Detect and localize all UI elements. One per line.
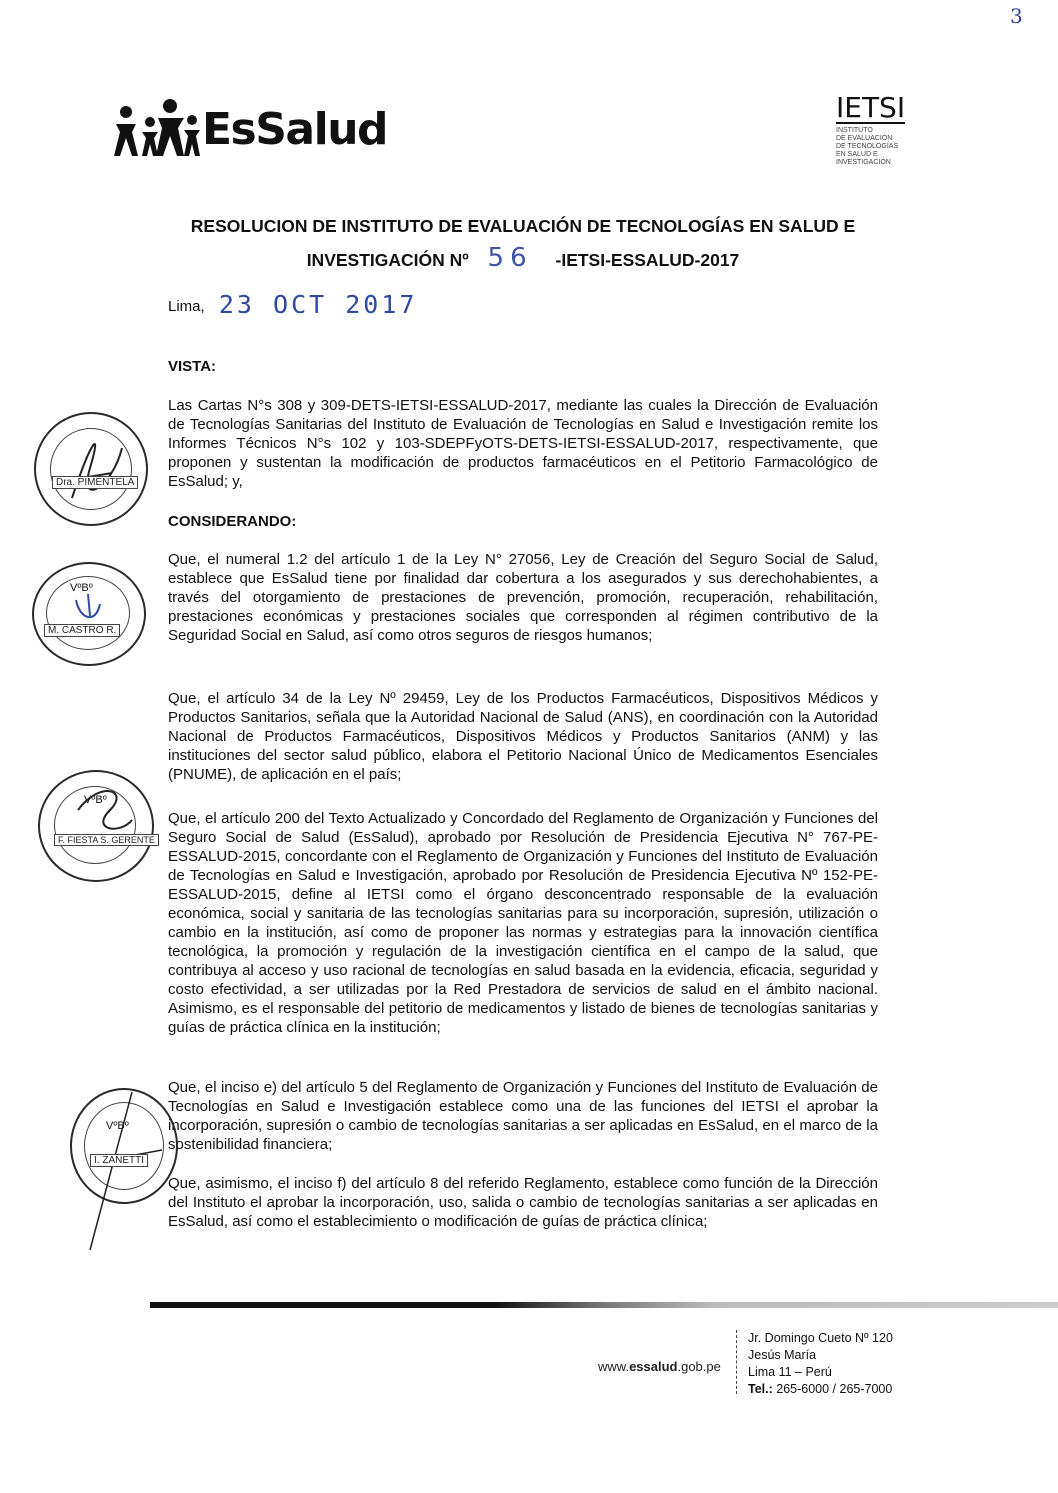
ietsi-logo: [836, 91, 916, 166]
seal-vobo: VºBº: [70, 582, 93, 594]
seal-name: M. CASTRO R.: [44, 624, 120, 637]
seal-name: I. ZANETTI: [90, 1154, 148, 1167]
footer-website[interactable]: www.essalud.gob.pe: [598, 1359, 721, 1374]
seal-name: Dra. PIMENTELA: [52, 476, 138, 489]
seal-name: F. FIESTA S. GERENTE: [54, 834, 159, 846]
date-line: [168, 290, 417, 319]
date-label: Lima,: [168, 298, 205, 315]
approval-seal: [34, 412, 148, 526]
considerando-paragraph: Que, el inciso e) del artículo 5 del Reglamento de Organización y Funciones del Instituto de Evaluación de Tecnologías en Salud e Investigación establece como una de las funciones del IETSI el aprobar la incorporación, supresión o cambio de tecnologías sanitarias a ser aplicadas en EsSalud, en el marco de la sostenibilidad financiera;: [168, 1079, 878, 1153]
address-line: Lima 11 – Perú: [748, 1365, 832, 1379]
signature-mark: [70, 590, 110, 626]
title-line-2: [150, 242, 896, 276]
signature-mark: [62, 428, 132, 508]
title-prefix: INVESTIGACIÓN Nº: [306, 250, 469, 270]
considerando-heading: CONSIDERANDO:: [168, 513, 297, 530]
ietsi-subtitle: INSTITUTO DE EVALUACIÓN DE TECNOLOGÍAS EN SALUD E INVESTIGACIÓN: [836, 127, 899, 166]
family-icon: [112, 98, 202, 160]
footer-divider: [150, 1302, 1058, 1308]
considerando-paragraph: Que, el numeral 1.2 del artículo 1 de la Ley N° 27056, Ley de Creación del Seguro Social de Salud, establece que EsSalud tiene por finalidad dar cobertura a los asegurados y sus derechohabientes, a través del otorgamiento de prestaciones de prevención, promoción, recuperación, rehabilitación, prestaciones económicas y prestaciones sociales que corresponden al régimen contributivo de la Seguridad Social en Salud, así como otros seguros de riesgos humanos;: [168, 551, 878, 644]
resolution-title: [150, 210, 896, 276]
vista-text: Las Cartas N°s 308 y 309-DETS-IETSI-ESSALUD-2017, mediante las cuales la Dirección de Evaluación de Tecnologías Sanitarias del Instituto de Evaluación de Tecnologías en Salud e Investigación remite los Informes Técnicos N°s 102 y 103-SDEPFyOTS-DETS-IETSI-ESSALUD-2017, respectivamente, que proponen y sustentan la modificación de productos farmacéuticos en el Petitorio Farmacológico de EsSalud; y,: [168, 397, 878, 490]
considerando-paragraph: Que, el artículo 200 del Texto Actualizado y Concordado del Reglamento de Organización y Funciones del Seguro Social de Salud (EsSalud), aprobado por Resolución de Presidencia Ejecutiva N° 767-PE-ESSALUD-2015, concordante con el Reglamento de Organización y Funciones del Instituto de Evaluación de Tecnologías en Salud e Investigación, aprobado por Resolución de Presidencia Ejecutiva Nº 152-PE-ESSALUD-2015, define al IETSI como el órgano desconcentrado responsable de la evaluación económica, social y sanitaria de las tecnologías sanitarias para su incorporación, supresión, utilización o cambio en la institución, así como de proponer las normas y estrategias para la innovación científica tecnológica, la promoción y regulación de la investigación científica en el campo de la salud, que contribuya al acceso y uso racional de tecnologías en salud basada en la evidencia, eficacia, seguridad y costo efectividad, a ser utilizadas por la Red Prestadora de servicios de salud en el ámbito nacional. Asimismo, es el responsable del petitorio de medicamentos y listado de bienes de tecnologías sanitarias y guías de práctica clínica en la institución;: [168, 810, 878, 1036]
signature-mark: [70, 780, 140, 840]
seal-vobo: VºBº: [106, 1120, 129, 1132]
vista-heading: VISTA:: [168, 358, 217, 375]
signature-mark: [72, 1090, 176, 1270]
title-suffix: -IETSI-ESSALUD-2017: [555, 250, 740, 270]
footer-separator: [736, 1330, 737, 1394]
approval-seal: [38, 770, 154, 882]
address-line: Jesús María: [748, 1348, 817, 1362]
ietsi-wordmark: IETSI: [836, 91, 906, 124]
seal-vobo: VºBº: [84, 794, 107, 806]
considerando-paragraph: Que, el artículo 34 de la Ley Nº 29459, Ley de los Productos Farmacéuticos, Dispositivos Médicos y Productos Sanitarios, señala que la Autoridad Nacional de Salud (ANS), en coordinación con la Autoridad Nacional de Productos Farmacéuticos, Dispositivos Médicos y Productos Sanitarios (ANM) y las instituciones del sector salud público, elabora el Petitorio Nacional Único de Medicamentos Esenciales (PNUME), de aplicación en el país;: [168, 690, 878, 783]
page-number: 3: [1010, 4, 1023, 28]
considerando-paragraph: Que, asimismo, el inciso f) del artículo 8 del referido Reglamento, establece como función de la Dirección del Instituto el aprobar la incorporación, uso, salida o cambio de tecnologías sanitarias a ser aplicadas en EsSalud, así como el establecimiento o modificación de guías de práctica clínica;: [168, 1175, 878, 1230]
address-line: Jr. Domingo Cueto Nº 120: [748, 1331, 893, 1345]
brand-name: EsSalud: [202, 104, 388, 155]
phone-line: Tel.: 265-6000 / 265-7000: [748, 1382, 893, 1396]
approval-seal: [70, 1088, 178, 1204]
essalud-logo: [112, 98, 388, 160]
date-stamp: 23 OCT 2017: [218, 290, 418, 319]
resolution-number-handwritten: 56: [487, 243, 533, 273]
title-line-1: RESOLUCION DE INSTITUTO DE EVALUACIÓN DE TECNOLOGÍAS EN SALUD E: [190, 216, 856, 236]
footer-address: [748, 1330, 893, 1398]
approval-seal: [32, 562, 146, 666]
